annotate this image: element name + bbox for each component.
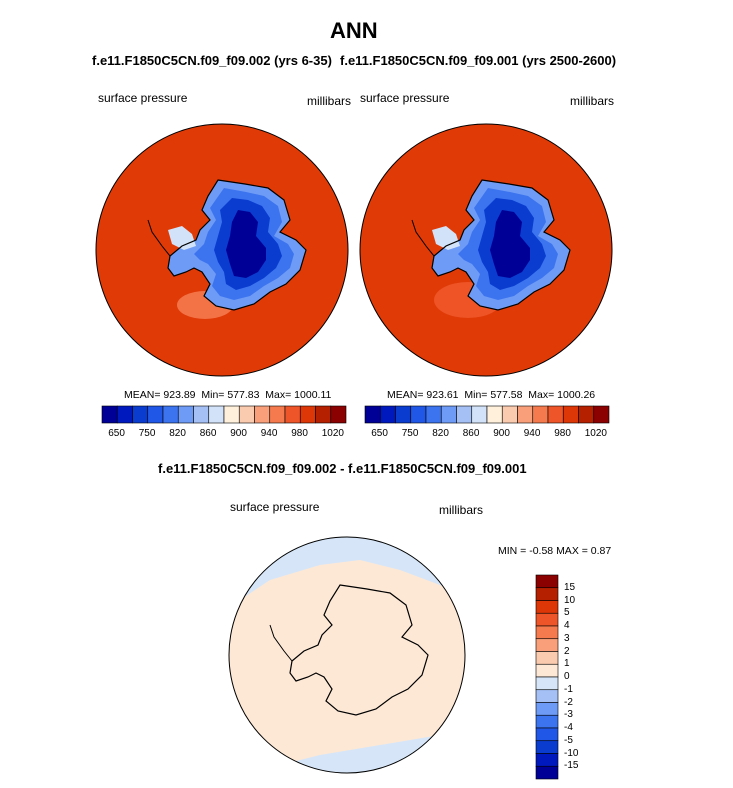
colorbar-difference-tick-label: 10: [564, 594, 576, 606]
colorbar-difference-swatch: [536, 677, 558, 690]
colorbar-panel-2-swatch: [563, 406, 578, 423]
difference-variable-label: surface pressure: [230, 500, 320, 514]
colorbar-panel-2-tick-label: 860: [462, 428, 480, 439]
colorbar-panel-2-tick-label: 750: [401, 428, 419, 439]
colorbar-difference-swatch: [536, 613, 558, 626]
colorbar-panel-2-swatch: [380, 406, 395, 423]
panel-1-mean: MEAN= 923.89: [124, 389, 196, 401]
colorbar-panel-2-swatch: [441, 406, 456, 423]
colorbar-panel-2-swatch: [472, 406, 487, 423]
colorbar-difference-swatch: [536, 626, 558, 639]
colorbar-panel-2-tick-label: 940: [523, 428, 541, 439]
colorbar-difference: [536, 575, 558, 779]
colorbar-difference-tick-label: -2: [564, 696, 573, 708]
colorbar-panel-1-swatch: [224, 406, 239, 423]
colorbar-difference-swatch: [536, 652, 558, 665]
colorbar-panel-2-tick-label: 900: [493, 428, 510, 439]
colorbar-difference-swatch: [536, 664, 558, 677]
colorbar-panel-1-swatch: [102, 406, 117, 423]
panel-2-min: Min= 577.58: [464, 389, 523, 401]
colorbar-panel-2-tick-label: 1020: [584, 428, 607, 439]
colorbar-difference-swatch: [536, 766, 558, 779]
colorbar-panel-1-swatch: [316, 406, 331, 423]
panel-2-units-label: millibars: [570, 94, 615, 108]
colorbar-panel-1-swatch: [163, 406, 178, 423]
colorbar-difference-swatch: [536, 575, 558, 588]
colorbar-panel-2-tick-label: 980: [554, 428, 571, 439]
panel-2-title: f.e11.F1850C5CN.f09_f09.001 (yrs 2500-2600): [340, 53, 617, 68]
colorbar-panel-2-swatch: [579, 406, 594, 423]
colorbar-difference-tick-label: -1: [564, 683, 573, 695]
colorbar-difference-swatch: [536, 728, 558, 741]
colorbar-panel-2-swatch: [396, 406, 411, 423]
colorbar-panel-2-swatch: [426, 406, 441, 423]
colorbar-panel-1-swatch: [209, 406, 224, 423]
colorbar-panel-2-swatch: [502, 406, 517, 423]
colorbar-panel-2-swatch: [365, 406, 380, 423]
colorbar-difference-tick-label: -3: [564, 709, 573, 721]
colorbar-difference-swatch: [536, 588, 558, 601]
colorbar-panel-2-tick-label: 650: [371, 428, 388, 439]
colorbar-difference-tick-label: 0: [564, 671, 570, 682]
colorbar-panel-2-swatch: [518, 406, 533, 423]
colorbar-panel-1-tick-label: 820: [169, 428, 186, 439]
colorbar-difference-tick-label: 3: [564, 632, 570, 644]
panel-2-mean: MEAN= 923.61: [387, 389, 459, 401]
colorbar-panel-1-tick-label: 650: [108, 428, 125, 439]
colorbar-panel-1-swatch: [117, 406, 132, 423]
colorbar-difference-tick-label: 15: [564, 581, 576, 593]
colorbar-difference-swatch: [536, 741, 558, 754]
colorbar-difference-tick-label: 4: [564, 620, 570, 631]
colorbar-difference-tick-label: 5: [564, 607, 570, 619]
colorbar-difference-tick-label: -4: [564, 722, 573, 733]
colorbar-panel-2: [365, 406, 609, 423]
panel-1-stats: [124, 389, 331, 401]
figure-title: ANN: [330, 18, 378, 43]
difference-map: [220, 520, 470, 780]
colorbar-panel-2-swatch: [457, 406, 472, 423]
colorbar-difference-tick-label: 2: [564, 645, 570, 657]
colorbar-difference-swatch: [536, 601, 558, 614]
colorbar-panel-1: [102, 406, 346, 423]
colorbar-panel-1-swatch: [331, 406, 346, 423]
panel-1-units-label: millibars: [307, 94, 352, 108]
colorbar-panel-1-swatch: [178, 406, 193, 423]
colorbar-difference-swatch: [536, 639, 558, 652]
colorbar-panel-2-swatch: [411, 406, 426, 423]
colorbar-panel-1-swatch: [194, 406, 209, 423]
panel-1-variable-label: surface pressure: [98, 91, 188, 105]
colorbar-difference-tick-label: 1: [564, 658, 570, 670]
colorbar-difference-tick-label: -10: [564, 747, 579, 759]
colorbar-panel-2-swatch: [548, 406, 563, 423]
colorbar-difference-swatch: [536, 690, 558, 703]
colorbar-panel-1-swatch: [300, 406, 315, 423]
colorbar-panel-2-tick-label: 820: [432, 428, 449, 439]
colorbar-panel-2-swatch: [533, 406, 548, 423]
colorbar-difference-swatch: [536, 754, 558, 767]
difference-minmax: MIN = -0.58 MAX = 0.87: [498, 545, 612, 557]
panel-2-map: [360, 124, 612, 376]
colorbar-panel-2-swatch: [594, 406, 609, 423]
colorbar-panel-1-swatch: [239, 406, 254, 423]
colorbar-difference-tick-label: -5: [564, 734, 573, 746]
panel-1-title: f.e11.F1850C5CN.f09_f09.002 (yrs 6-35): [92, 53, 332, 68]
colorbar-panel-1-swatch: [148, 406, 163, 423]
panel-2-variable-label: surface pressure: [360, 91, 450, 105]
colorbar-panel-1-swatch: [255, 406, 270, 423]
panel-1-map: [96, 124, 348, 376]
colorbar-panel-1-tick-label: 980: [291, 428, 308, 439]
panel-1-min: Min= 577.83: [201, 389, 260, 401]
colorbar-difference-tick-label: -15: [564, 760, 579, 772]
difference-units-label: millibars: [439, 503, 484, 517]
colorbar-panel-1-tick-label: 750: [138, 428, 156, 439]
colorbar-panel-1-swatch: [270, 406, 285, 423]
panel-1-max: Max= 1000.11: [265, 389, 332, 401]
colorbar-difference-swatch: [536, 703, 558, 716]
difference-title: f.e11.F1850C5CN.f09_f09.002 - f.e11.F1850C5CN.f09_f09.001: [158, 461, 527, 476]
panel-2-stats: [387, 389, 595, 401]
colorbar-panel-1-swatch: [133, 406, 148, 423]
colorbar-panel-1-tick-label: 900: [230, 428, 247, 439]
colorbar-panel-1-tick-label: 1020: [321, 428, 344, 439]
colorbar-panel-1-tick-label: 860: [199, 428, 217, 439]
colorbar-panel-2-swatch: [487, 406, 502, 423]
colorbar-difference-swatch: [536, 715, 558, 728]
colorbar-panel-1-tick-label: 940: [260, 428, 278, 439]
colorbar-panel-1-swatch: [285, 406, 300, 423]
panel-2-max: Max= 1000.26: [528, 389, 596, 401]
